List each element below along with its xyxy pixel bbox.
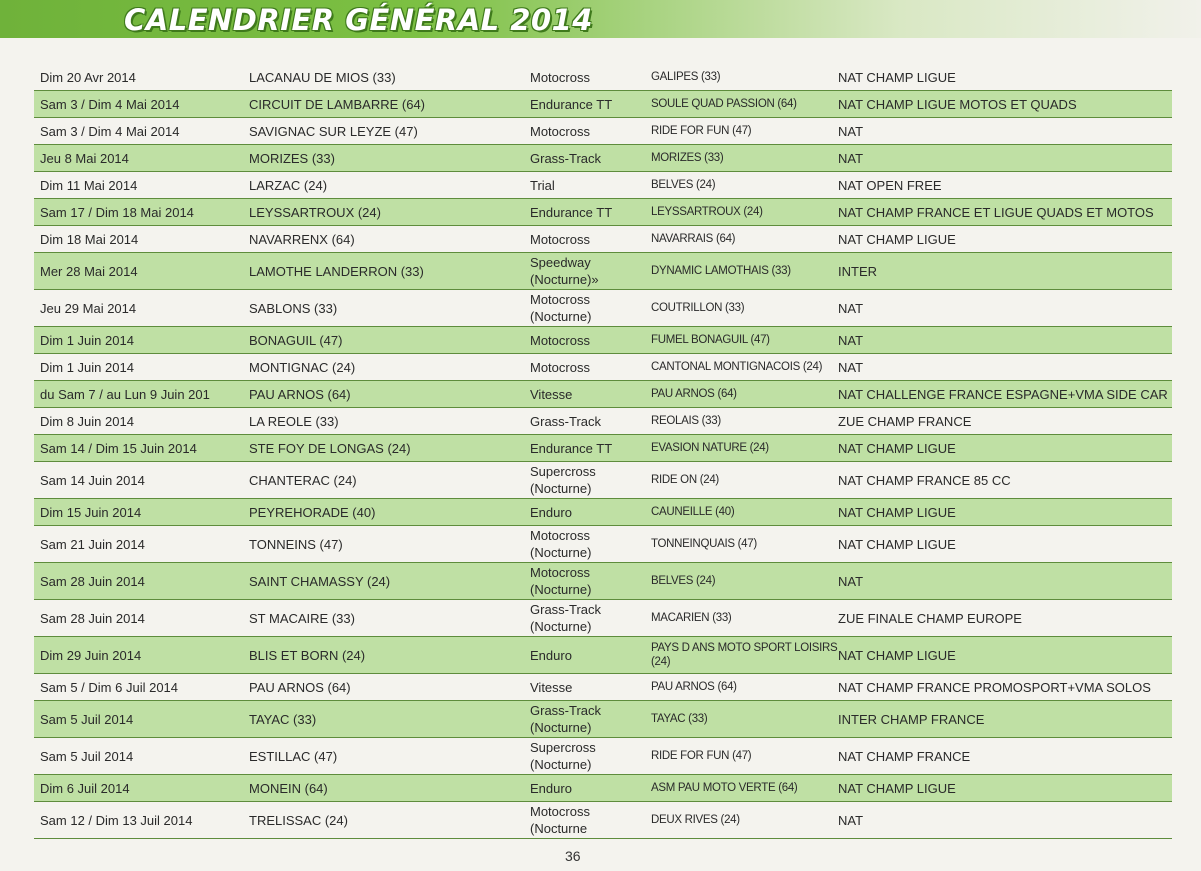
club-cell: MACARIEN (33) bbox=[651, 612, 732, 624]
discipline-cell: Supercross (Nocturne) bbox=[530, 464, 596, 496]
date-cell: Sam 17 / Dim 18 Mai 2014 bbox=[40, 204, 194, 220]
club-cell: GALIPES (33) bbox=[651, 71, 721, 83]
table-row bbox=[34, 563, 1172, 600]
location-cell: MONTIGNAC (24) bbox=[249, 359, 356, 375]
discipline-cell: Supercross (Nocturne) bbox=[530, 740, 596, 772]
club-cell: RIDE FOR FUN (47) bbox=[651, 750, 752, 762]
date-cell: Sam 5 Juil 2014 bbox=[40, 711, 134, 727]
table-row bbox=[34, 526, 1172, 563]
date-cell: Sam 5 / Dim 6 Juil 2014 bbox=[40, 679, 179, 695]
category-cell: NAT bbox=[838, 812, 864, 828]
table-row bbox=[34, 701, 1172, 738]
category-cell: NAT CHAMP LIGUE MOTOS ET QUADS bbox=[838, 96, 1077, 112]
discipline-cell: Motocross (Nocturne) bbox=[530, 565, 592, 597]
date-cell: Sam 3 / Dim 4 Mai 2014 bbox=[40, 96, 180, 112]
date-cell: Dim 8 Juin 2014 bbox=[40, 413, 134, 429]
category-cell: NAT CHAMP FRANCE 85 CC bbox=[838, 472, 1011, 488]
club-cell: SOULE QUAD PASSION (64) bbox=[651, 98, 797, 110]
location-cell: TRELISSAC (24) bbox=[249, 812, 348, 828]
discipline-cell: Motocross bbox=[530, 69, 590, 85]
club-cell: DEUX RIVES (24) bbox=[651, 814, 740, 826]
date-cell: Dim 1 Juin 2014 bbox=[40, 332, 134, 348]
table-row bbox=[34, 738, 1172, 775]
club-cell: REOLAIS (33) bbox=[651, 415, 721, 427]
location-cell: CIRCUIT DE LAMBARRE (64) bbox=[249, 96, 426, 112]
date-cell: Sam 12 / Dim 13 Juil 2014 bbox=[40, 812, 193, 828]
category-cell: ZUE CHAMP FRANCE bbox=[838, 413, 972, 429]
club-cell: BELVES (24) bbox=[651, 179, 716, 191]
discipline-cell: Grass-Track bbox=[530, 413, 602, 429]
location-cell: LARZAC (24) bbox=[249, 177, 328, 193]
table-row bbox=[34, 802, 1172, 839]
date-cell: Dim 6 Juil 2014 bbox=[40, 780, 130, 796]
discipline-cell: Motocross bbox=[530, 123, 590, 139]
category-cell: NAT CHAMP FRANCE bbox=[838, 748, 971, 764]
table-row bbox=[34, 253, 1172, 290]
location-cell: LAMOTHE LANDERRON (33) bbox=[249, 263, 424, 279]
club-cell: CANTONAL MONTIGNACOIS (24) bbox=[651, 361, 823, 373]
category-cell: NAT CHAMP LIGUE bbox=[838, 504, 956, 520]
location-cell: BONAGUIL (47) bbox=[249, 332, 343, 348]
date-cell: Dim 20 Avr 2014 bbox=[40, 69, 136, 85]
location-cell: TONNEINS (47) bbox=[249, 536, 343, 552]
table-row bbox=[34, 64, 1172, 91]
calendar-table bbox=[34, 64, 1172, 839]
club-cell: CAUNEILLE (40) bbox=[651, 506, 735, 518]
discipline-cell: Motocross (Nocturne bbox=[530, 804, 590, 836]
table-row bbox=[34, 462, 1172, 499]
discipline-cell: Endurance TT bbox=[530, 204, 613, 220]
discipline-cell: Motocross bbox=[530, 231, 590, 247]
table-row bbox=[34, 290, 1172, 327]
category-cell: NAT OPEN FREE bbox=[838, 177, 942, 193]
location-cell: ST MACAIRE (33) bbox=[249, 610, 355, 626]
category-cell: INTER bbox=[838, 263, 877, 279]
discipline-cell: Endurance TT bbox=[530, 440, 613, 456]
page-title: CALENDRIER GÉNÉRAL 2014 bbox=[124, 3, 593, 37]
date-cell: Sam 14 Juin 2014 bbox=[40, 472, 145, 488]
table-row bbox=[34, 327, 1172, 354]
table-row bbox=[34, 408, 1172, 435]
category-cell: NAT CHAMP FRANCE PROMOSPORT+VMA SOLOS bbox=[838, 679, 1151, 695]
date-cell: Dim 15 Juin 2014 bbox=[40, 504, 142, 520]
category-cell: NAT CHAMP LIGUE bbox=[838, 440, 956, 456]
location-cell: LEYSSARTROUX (24) bbox=[249, 204, 381, 220]
discipline-cell: Endurance TT bbox=[530, 96, 613, 112]
club-cell: EVASION NATURE (24) bbox=[651, 442, 769, 454]
date-cell: du Sam 7 / au Lun 9 Juin 201 bbox=[40, 386, 210, 402]
discipline-cell: Enduro bbox=[530, 647, 572, 663]
location-cell: MONEIN (64) bbox=[249, 780, 328, 796]
table-row bbox=[34, 199, 1172, 226]
category-cell: ZUE FINALE CHAMP EUROPE bbox=[838, 610, 1022, 626]
club-cell: NAVARRAIS (64) bbox=[651, 233, 736, 245]
table-row bbox=[34, 499, 1172, 526]
location-cell: PAU ARNOS (64) bbox=[249, 386, 351, 402]
category-cell: NAT CHAMP LIGUE bbox=[838, 647, 956, 663]
date-cell: Dim 29 Juin 2014 bbox=[40, 647, 142, 663]
location-cell: SAVIGNAC SUR LEYZE (47) bbox=[249, 123, 418, 139]
category-cell: NAT bbox=[838, 300, 864, 316]
category-cell: NAT bbox=[838, 123, 864, 139]
location-cell: LACANAU DE MIOS (33) bbox=[249, 69, 396, 85]
club-cell: COUTRILLON (33) bbox=[651, 302, 745, 314]
table-row bbox=[34, 354, 1172, 381]
discipline-cell: Grass-Track (Nocturne) bbox=[530, 602, 602, 634]
location-cell: SABLONS (33) bbox=[249, 300, 338, 316]
discipline-cell: Motocross bbox=[530, 332, 590, 348]
category-cell: NAT bbox=[838, 359, 864, 375]
table-row bbox=[34, 381, 1172, 408]
location-cell: MORIZES (33) bbox=[249, 150, 335, 166]
table-row bbox=[34, 674, 1172, 701]
category-cell: NAT CHAMP LIGUE bbox=[838, 536, 956, 552]
category-cell: NAT CHALLENGE FRANCE ESPAGNE+VMA SIDE CAR bbox=[838, 386, 1168, 402]
date-cell: Sam 5 Juil 2014 bbox=[40, 748, 134, 764]
discipline-cell: Motocross (Nocturne) bbox=[530, 528, 592, 560]
table-row bbox=[34, 775, 1172, 802]
table-row bbox=[34, 600, 1172, 637]
discipline-cell: Vitesse bbox=[530, 386, 573, 402]
date-cell: Sam 28 Juin 2014 bbox=[40, 573, 145, 589]
club-cell: TAYAC (33) bbox=[651, 713, 708, 725]
date-cell: Sam 3 / Dim 4 Mai 2014 bbox=[40, 123, 180, 139]
table-row bbox=[34, 91, 1172, 118]
discipline-cell: Motocross (Nocturne) bbox=[530, 292, 592, 324]
table-row bbox=[34, 637, 1172, 674]
date-cell: Sam 14 / Dim 15 Juin 2014 bbox=[40, 440, 197, 456]
date-cell: Jeu 8 Mai 2014 bbox=[40, 150, 129, 166]
category-cell: NAT CHAMP LIGUE bbox=[838, 231, 956, 247]
discipline-cell: Speedway (Nocturne)» bbox=[530, 255, 599, 287]
location-cell: STE FOY DE LONGAS (24) bbox=[249, 440, 411, 456]
date-cell: Mer 28 Mai 2014 bbox=[40, 263, 138, 279]
date-cell: Dim 11 Mai 2014 bbox=[40, 177, 138, 193]
location-cell: CHANTERAC (24) bbox=[249, 472, 357, 488]
location-cell: NAVARRENX (64) bbox=[249, 231, 355, 247]
club-cell: PAYS D ANS MOTO SPORT LOISIRS (24) bbox=[651, 642, 838, 668]
location-cell: PAU ARNOS (64) bbox=[249, 679, 351, 695]
date-cell: Sam 21 Juin 2014 bbox=[40, 536, 145, 552]
club-cell: TONNEINQUAIS (47) bbox=[651, 538, 757, 550]
club-cell: DYNAMIC LAMOTHAIS (33) bbox=[651, 265, 791, 277]
discipline-cell: Enduro bbox=[530, 504, 572, 520]
category-cell: NAT bbox=[838, 573, 864, 589]
location-cell: LA REOLE (33) bbox=[249, 413, 339, 429]
club-cell: ASM PAU MOTO VERTE (64) bbox=[651, 782, 798, 794]
discipline-cell: Enduro bbox=[530, 780, 572, 796]
club-cell: PAU ARNOS (64) bbox=[651, 388, 737, 400]
category-cell: INTER CHAMP FRANCE bbox=[838, 711, 985, 727]
page-number: 36 bbox=[565, 848, 581, 864]
table-row bbox=[34, 172, 1172, 199]
table-row bbox=[34, 226, 1172, 253]
club-cell: MORIZES (33) bbox=[651, 152, 724, 164]
table-row bbox=[34, 145, 1172, 172]
date-cell: Sam 28 Juin 2014 bbox=[40, 610, 145, 626]
club-cell: RIDE FOR FUN (47) bbox=[651, 125, 752, 137]
discipline-cell: Motocross bbox=[530, 359, 590, 375]
category-cell: NAT CHAMP FRANCE ET LIGUE QUADS ET MOTOS bbox=[838, 204, 1154, 220]
date-cell: Jeu 29 Mai 2014 bbox=[40, 300, 137, 316]
discipline-cell: Vitesse bbox=[530, 679, 573, 695]
club-cell: BELVES (24) bbox=[651, 575, 716, 587]
discipline-cell: Grass-Track bbox=[530, 150, 602, 166]
category-cell: NAT bbox=[838, 332, 864, 348]
category-cell: NAT bbox=[838, 150, 864, 166]
club-cell: LEYSSARTROUX (24) bbox=[651, 206, 763, 218]
club-cell: PAU ARNOS (64) bbox=[651, 681, 737, 693]
location-cell: ESTILLAC (47) bbox=[249, 748, 338, 764]
location-cell: PEYREHORADE (40) bbox=[249, 504, 376, 520]
discipline-cell: Trial bbox=[530, 177, 555, 193]
location-cell: SAINT CHAMASSY (24) bbox=[249, 573, 391, 589]
location-cell: TAYAC (33) bbox=[249, 711, 317, 727]
category-cell: NAT CHAMP LIGUE bbox=[838, 780, 956, 796]
category-cell: NAT CHAMP LIGUE bbox=[838, 69, 956, 85]
date-cell: Dim 1 Juin 2014 bbox=[40, 359, 134, 375]
club-cell: FUMEL BONAGUIL (47) bbox=[651, 334, 770, 346]
table-row bbox=[34, 118, 1172, 145]
discipline-cell: Grass-Track (Nocturne) bbox=[530, 703, 602, 735]
table-row bbox=[34, 435, 1172, 462]
date-cell: Dim 18 Mai 2014 bbox=[40, 231, 139, 247]
club-cell: RIDE ON (24) bbox=[651, 474, 719, 486]
location-cell: BLIS ET BORN (24) bbox=[249, 647, 366, 663]
